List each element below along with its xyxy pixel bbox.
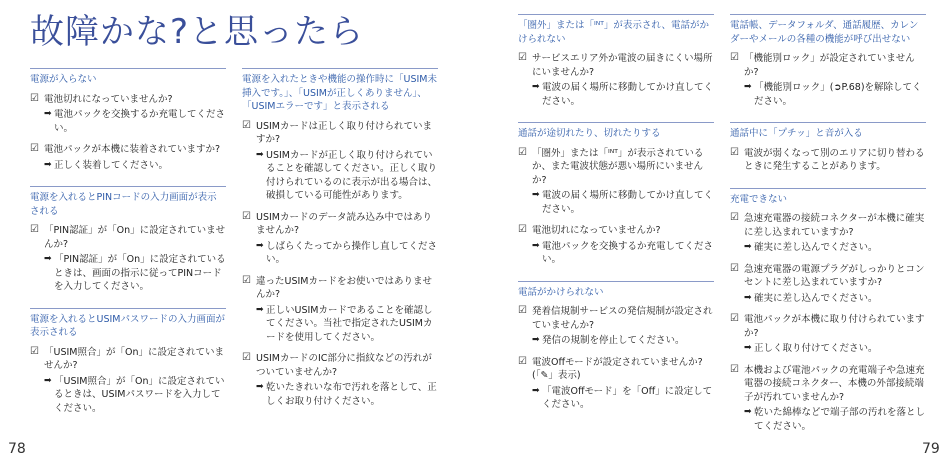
arrow-right-icon: ➡ (44, 375, 52, 386)
checkbox-icon: ☑ (518, 224, 527, 235)
section-heading: 通話が途切れたり、切れたりする (518, 122, 714, 141)
section-heading: 電源を入れたときや機能の操作時に「USIM未挿入です。」、「USIMが正しくありません」、「USIMエラーです」と表示される (242, 68, 438, 114)
check-item (30, 143, 226, 157)
section-heading: 電源を入れるとPINコードの入力画面が表示される (30, 186, 226, 218)
answer-text: 「機能別ロック」(➲P.68)を解除してください。 (754, 82, 922, 107)
troubleshoot-section (730, 188, 926, 434)
checkbox-icon: ☑ (730, 52, 739, 63)
check-answer (518, 334, 714, 348)
answer-text: 正しいUSIMカードであることを確認してください。当社で指定されたUSIMカードを使用してください。 (266, 304, 433, 343)
check-answer (242, 149, 438, 203)
column-1 (30, 68, 226, 429)
arrow-right-icon: ➡ (744, 242, 752, 252)
check-item (30, 346, 226, 373)
arrow-right-icon: ➡ (532, 335, 540, 345)
answer-text: 確実に差し込んでください。 (754, 242, 878, 253)
answer-text: 「PIN認証」が「On」に設定されているときは、画面の指示に従ってPINコードを入力してください。 (54, 254, 226, 292)
check-item (730, 52, 926, 79)
check-item (518, 147, 714, 188)
checkbox-icon: ☑ (30, 224, 39, 235)
troubleshoot-section (518, 14, 714, 108)
arrow-right-icon: ➡ (744, 82, 752, 92)
checkbox-icon: ☑ (730, 363, 739, 375)
troubleshoot-section (30, 68, 226, 172)
answer-text: 乾いたきれいな布で汚れを落として、正しくお取り付けください。 (266, 382, 437, 407)
checkbox-icon: ☑ (730, 146, 739, 158)
arrow-right-icon: ➡ (44, 109, 52, 119)
section-heading: 電源が入らない (30, 68, 226, 87)
troubleshoot-section (518, 281, 714, 412)
section-heading: 充電できない (730, 188, 926, 207)
arrow-right-icon: ➡ (744, 407, 752, 417)
answer-text: 電波の届く場所に移動してかけ直してください。 (542, 190, 714, 215)
answer-text: USIMカードが正しく取り付けられていることを確認してください。正しく取り付けられているのに表示が出る場合は、破損している可能性があります。 (266, 149, 438, 201)
check-item (518, 356, 714, 383)
check-question: 電池切れになっていませんか? (44, 93, 173, 105)
check-question: サービスエリア外か電波の届きにくい場所にいませんか? (532, 53, 713, 78)
answer-text: 電波の届く場所に移動してかけ直してください。 (542, 82, 714, 107)
check-question: 急速充電器の電源プラグがしっかりとコンセントに差し込まれていますか? (744, 263, 925, 288)
check-question: USIMカードのIC部分に指紋などの汚れがついていませんか? (256, 353, 432, 378)
column-3 (518, 14, 714, 426)
arrow-right-icon: ➡ (256, 304, 264, 315)
arrow-right-icon: ➡ (532, 190, 540, 200)
checkbox-icon: ☑ (730, 262, 739, 274)
check-item (242, 120, 438, 147)
check-item (730, 313, 926, 340)
check-answer (730, 81, 926, 108)
troubleshoot-section (242, 68, 438, 408)
answer-text: 正しく装着してください。 (54, 159, 169, 171)
section-heading: 電話がかけられない (518, 281, 714, 300)
check-question: 本機および電池パックの充電端子や急速充電器の接続コネクター、本機の外部接続端子が汚れていませんか? (744, 364, 925, 403)
answer-text: 「電波Offモード」を「Off」に設定してください。 (542, 385, 713, 410)
check-answer (30, 108, 226, 135)
check-answer (518, 189, 714, 216)
check-question: 発着信規制サービスの発信規制が設定されていませんか? (532, 306, 713, 331)
check-answer (730, 241, 926, 255)
troubleshoot-section (730, 14, 926, 108)
check-question: USIMカードのデータ読み込み中ではありませんか? (256, 211, 432, 236)
check-item (518, 305, 714, 332)
answer-text: 発信の規制を停止してください。 (542, 335, 685, 346)
check-question: 電波が弱くなって別のエリアに切り替わるときに発生することがあります。 (744, 147, 925, 172)
answer-text: 確実に差し込んでください。 (754, 292, 878, 304)
check-item (518, 224, 714, 238)
column-4 (730, 14, 926, 447)
check-answer (242, 304, 438, 345)
checkbox-icon: ☑ (242, 274, 251, 286)
check-item (30, 93, 226, 107)
check-question: USIMカードは正しく取り付けられていますか? (256, 120, 432, 145)
section-heading: 電話帳、データフォルダ、通話履歴、カレンダーやメールの各種の機能が呼び出せない (730, 14, 926, 46)
check-question: 急速充電器の接続コネクターが本機に確実に差し込まれていますか? (744, 213, 925, 238)
check-item (242, 275, 438, 302)
check-question: 電池切れになっていませんか? (532, 225, 661, 236)
check-item (242, 211, 438, 238)
page-number-right: 79 (922, 441, 940, 457)
check-answer (30, 375, 226, 416)
check-question: 「USIM照合」が「On」に設定されていませんか? (44, 346, 224, 371)
section-heading: 通話中に「プチッ」と音が入る (730, 122, 926, 141)
check-item (730, 364, 926, 405)
checkbox-icon: ☑ (30, 92, 39, 104)
arrow-right-icon: ➡ (44, 159, 52, 170)
check-question: 「機能別ロック」が設定されていませんか? (744, 53, 915, 78)
arrow-right-icon: ➡ (256, 240, 264, 251)
check-answer (518, 385, 714, 412)
troubleshoot-section (30, 308, 226, 416)
check-item (242, 352, 438, 379)
answer-text: 電池パックを交換するか充電してください。 (542, 240, 714, 265)
check-item (30, 224, 226, 251)
arrow-right-icon: ➡ (532, 82, 540, 92)
checkbox-icon: ☑ (518, 355, 527, 367)
check-question: 違ったUSIMカードをお使いではありませんか? (256, 275, 432, 300)
arrow-right-icon: ➡ (744, 292, 752, 303)
check-item (730, 263, 926, 290)
checkbox-icon: ☑ (30, 143, 39, 154)
troubleshoot-section (518, 122, 714, 267)
check-answer (242, 381, 438, 408)
check-question: 「圏外」または「ᴵᴺᵀ」が表示されているか、また電波状態が悪い場所にいませんか? (532, 147, 704, 186)
answer-text: 「USIM照合」が「On」に設定されているときは、USIMパスワードを入力してください。 (54, 375, 225, 414)
checkbox-icon: ☑ (730, 212, 739, 223)
checkbox-icon: ☑ (242, 210, 251, 222)
page-number-left: 78 (8, 441, 26, 457)
checkbox-icon: ☑ (242, 352, 251, 363)
answer-text: 正しく取り付けてください。 (754, 343, 878, 354)
arrow-right-icon: ➡ (744, 343, 752, 353)
troubleshoot-section (30, 186, 226, 294)
column-2 (242, 68, 438, 422)
section-heading: 「圏外」または「ᴵᴺᵀ」が表示され、電話がかけられない (518, 14, 714, 46)
checkbox-icon: ☑ (730, 313, 739, 324)
check-question: 電波Offモードが設定されていませんか?(「✎」表示) (532, 356, 703, 381)
check-answer (518, 240, 714, 267)
arrow-right-icon: ➡ (256, 382, 264, 392)
check-item (730, 212, 926, 239)
check-item (730, 147, 926, 174)
arrow-right-icon: ➡ (256, 149, 264, 160)
arrow-right-icon: ➡ (532, 385, 540, 396)
section-heading: 電源を入れるとUSIMパスワードの入力画面が表示される (30, 308, 226, 340)
check-question: 電池パックが本機に取り付けられていますか? (744, 314, 925, 339)
check-question: 電池パックが本機に装着されていますか? (44, 144, 221, 155)
troubleshoot-section (730, 122, 926, 174)
check-answer (30, 159, 226, 173)
check-question: 「PIN認証」が「On」に設定されていませんか? (44, 225, 226, 250)
checkbox-icon: ☑ (518, 305, 527, 316)
arrow-right-icon: ➡ (532, 240, 540, 251)
check-answer (730, 292, 926, 306)
page-title: 故障かな?と思ったら (30, 12, 365, 52)
check-answer (730, 406, 926, 433)
checkbox-icon: ☑ (30, 345, 39, 357)
answer-text: しばらくたってから操作し直してください。 (266, 240, 438, 265)
check-item (518, 52, 714, 79)
check-answer (30, 253, 226, 294)
checkbox-icon: ☑ (518, 52, 527, 63)
checkbox-icon: ☑ (518, 146, 527, 158)
answer-text: 電池パックを交換するか充電してください。 (54, 109, 226, 134)
check-answer (518, 81, 714, 108)
arrow-right-icon: ➡ (44, 254, 52, 264)
answer-text: 乾いた綿棒などで端子部の汚れを落としてください。 (754, 407, 926, 432)
check-answer (730, 342, 926, 356)
check-answer (242, 240, 438, 267)
checkbox-icon: ☑ (242, 119, 251, 131)
